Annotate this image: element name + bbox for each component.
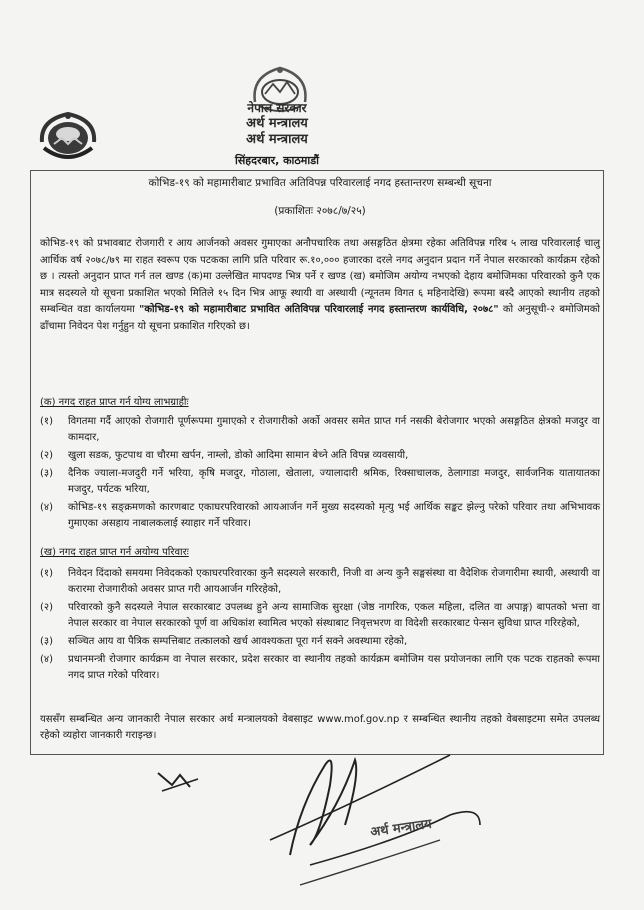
official-stamp: अर्थ मन्त्रालय [369, 816, 433, 841]
list-item [40, 566, 600, 598]
section-a-list [40, 414, 600, 532]
item-number: (२) [40, 450, 54, 461]
nepal-emblem-icon [36, 108, 100, 166]
item-number: (३) [40, 636, 54, 647]
item-text: दैनिक ज्याला-मजदुरी गर्ने भरिया, कृषि मजदुर, गोठाला, खेताला, ज्यालादारी श्रमिक, रिक्साचालक, ठेलागाडा मजदुर, सार्वजनिक यातायातका मजदुर, पर्यटक भरिया, [68, 468, 600, 495]
item-text: निवेदन दिंदाको समयमा निवेदकको एकाघरपरिवारका कुनै सदस्यले सरकारी, निजी वा अन्य कुनै सङ्घसंस्था वा वैदेशिक रोजगारीमा स्थायी, अस्थायी वा करारमा रोजगारीको अवसर प्राप्त गरी आयआर्जन गरिरहेको, [68, 568, 600, 595]
item-number: (१) [40, 416, 54, 427]
item-number: (१) [40, 568, 54, 579]
list-item [40, 652, 600, 684]
notice-intro [40, 236, 600, 335]
item-text: विगतमा गर्दै आएको रोजगारी पूर्णरूपमा गुमाएको र रोजगारीको अर्को अवसर समेत प्राप्त गर्न नसकी बेरोजगार भएको असङ्गठित क्षेत्रको मजदुर वा कामदार, [68, 416, 600, 443]
list-item [40, 600, 600, 632]
list-item [40, 634, 600, 650]
item-text: सञ्चित आय वा पैत्रिक सम्पत्तिबाट तत्कालको खर्च आवश्यकता पूरा गर्न सक्ने अवस्थामा रहेको, [68, 636, 408, 647]
list-item [40, 448, 600, 464]
seal-line-1: नेपाल सरकार [247, 101, 307, 115]
item-number: (२) [40, 602, 54, 613]
item-number: (३) [40, 468, 54, 479]
item-number: (४) [40, 502, 54, 513]
seal-line-3: अर्थ मन्त्रालय [246, 132, 308, 147]
intro-text: कोभिड-१९ को प्रभावबाट रोजगारी र आय आर्जनको अवसर गुमाएका अनौपचारिक तथा असङ्गठित क्षेत्रमा रहेका अतिविपन्न गरिब ५ लाख परिवारलाई चालु आर्थिक वर्ष २०७८/७९ मा राहत स्वरूप एक पटकका लागि प्रति परिवार रू.१०,००० हजारका दरले नगद अनुदान प्रदान गर्ने नेपाल सरकारको कार्यक्रम रहेको छ । त्यस्तो अनुदान प्राप्त गर्न तल खण्ड (क)मा उल्लेखित मापदण्ड भित्र पर्ने र खण्ड (ख) बमोजिम अयोग्य नभएको देहाय बमोजिमका परिवारको कुनै एक मात्र सदस्यले यो सूचना प्रकाशित भएको मितिले १५ दिन भित्र आफू स्थायी वा अस्थायी (न्यूनतम विगत ६ महिनादेखि) रूपमा बस्दै आएको स्थानीय तहको सम्बन्धित वडा कार्यालयमा [40, 238, 600, 315]
office-location: सिंहदरबार, काठमाडौं [235, 154, 319, 167]
intro-end-text: को अनुसूची-२ बमोजिमको ढाँचामा निवेदन पेश गर्नुहुन यो सूचना प्रकाशित गरिएको छ। [40, 304, 600, 332]
item-text: खुला सडक, फुटपाथ वा चौरमा खर्पन, नाम्लो, डोको आदिमा सामान बेच्ने अति विपन्न व्यवसायी, [68, 450, 409, 461]
section-b-heading: (ख) नगद राहत प्राप्त गर्न अयोग्य परिवारः [40, 547, 189, 558]
list-item [40, 414, 600, 446]
list-item [40, 466, 600, 498]
item-text: परिवारको कुनै सदस्यले नेपाल सरकारबाट उपलब्ध हुने अन्य सामाजिक सुरक्षा (जेष्ठ नागरिक, एकल महिला, दलित वा अपाङ्ग) बापतको भत्ता वा नेपाल सरकार वा नेपाल सरकारको पूर्ण वा अधिकांश स्वामित्व भएको संस्थाबाट निवृत्तभरण वा विदेशी सरकारबाट पेन्सन सुविधा प्राप्त गरिरहेको, [68, 602, 600, 629]
ministry-seal-text [222, 100, 332, 148]
item-text: कोभिड-१९ सङ्क्रमणको कारणबाट एकाघरपरिवारको आयआर्जन गर्ने मुख्य सदस्यको मृत्यु भई आर्थिक सङ्कट झेल्नु परेको परिवार तथा अभिभावक गुमाएका असहाय नाबालकलाई स्याहार गर्ने परिवार। [68, 502, 600, 529]
section-b-list [40, 566, 600, 684]
seal-line-2: अर्थ मन्त्रालय [246, 116, 308, 131]
item-number: (४) [40, 654, 54, 665]
item-text: प्रधानमन्त्री रोजगार कार्यक्रम वा नेपाल सरकार, प्रदेश सरकार वा स्थानीय तहको कार्यक्रम बमोजिम यस प्रयोजनका लागि एक पटक राहतको रूपमा नगद प्राप्त गरेको परिवार। [68, 654, 600, 681]
section-a-heading: (क) नगद राहत प्राप्त गर्न योग्य लाभग्राहीः [40, 397, 189, 408]
list-item [40, 500, 600, 532]
publication-date: (प्रकाशितः २०७८/७/२५) [274, 205, 366, 217]
footer-note: यससँग सम्बन्धित अन्य जानकारी नेपाल सरकार अर्थ मन्त्रालयको वेबसाइट www.mof.gov.np र सम्बन्धित स्थानीय तहको वेबसाइटमा समेत उपलब्ध रहेको व्यहोरा जानकारी गराइन्छ। [40, 714, 600, 741]
notice-title: कोभिड-१९ को महामारीबाट प्रभावित अतिविपन्न परिवारलाई नगद हस्तान्तरण सम्बन्धी सूचना [148, 177, 492, 189]
intro-procedure-name: "कोभिड-१९ को महामारीबाट प्रभावित अतिविपन्न परिवारलाई नगद हस्तान्तरण कार्यविधि, २०७८" [139, 304, 499, 315]
